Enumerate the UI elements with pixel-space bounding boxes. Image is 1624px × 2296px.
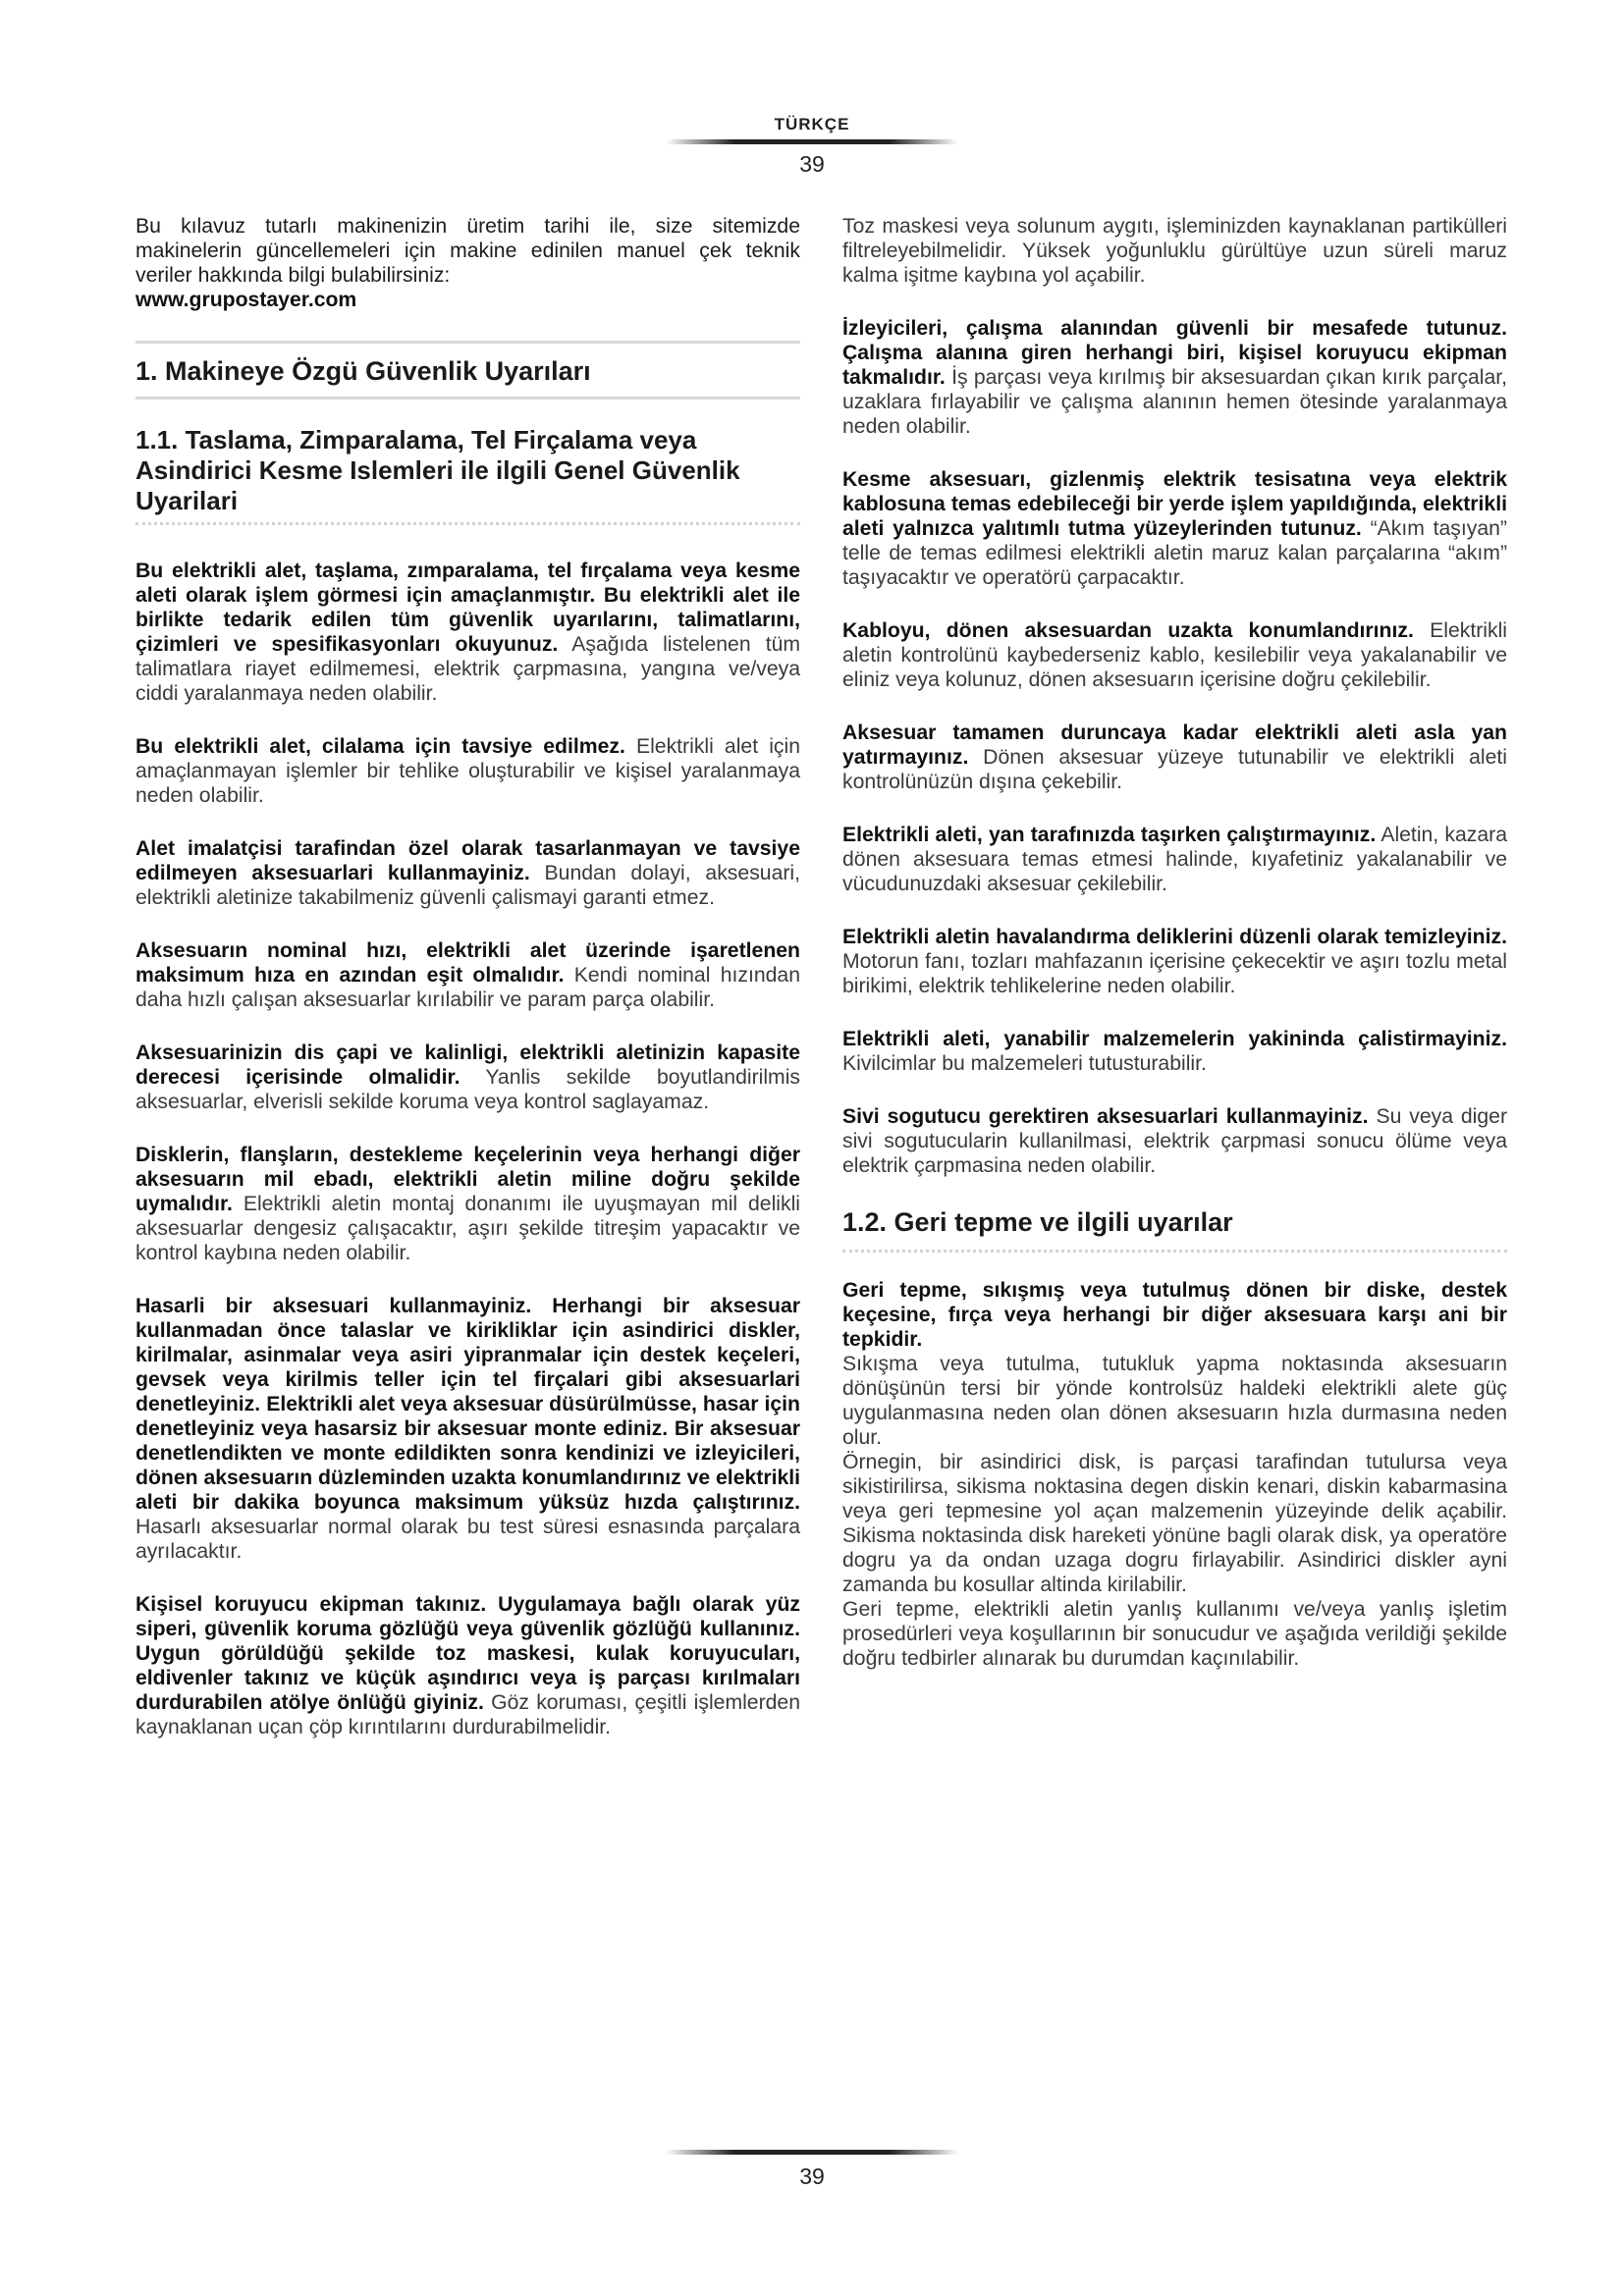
warning-body: Elektrikli aletin montaj donanımı ile uyuşmayan mil delikli aksesuarlar dengesiz çalışacaktır, aşırı şekilde titreşim yapacaktır ve kontrol kaybına neden olabilir. <box>135 1193 801 1264</box>
warning-body: Kendi nominal hızından daha hızlı çalışan aksesuarlar kırılabilir ve param parça olabilir. <box>135 964 800 1011</box>
warning-heading: Kişisel koruyucu ekipman takınız. Uygulamaya bağlı olarak yüz siperi, güvenlik koruma gözlüğü veya güvenlik gözlüğü kullanınız. Uygun görüldüğü şekilde toz maskesi, kulak koruyucuları, eldivenler takınız ve küçük aşındırıcı veya iş parçası kırılmaları durdurabilen atölye önlüğü giyiniz. <box>135 1593 800 1714</box>
kickback-definition: Geri tepme, sıkışmış veya tutulmuş dönen bir diske, destek keçesine, fırça veya herhangi bir diğer aksesuara karşı ani bir tepkidir. <box>842 1279 1507 1351</box>
page-number-bottom: 39 <box>799 2163 825 2189</box>
language-label: TÜRKÇE <box>774 115 850 133</box>
page-number-top: 39 <box>799 151 825 177</box>
warning-paragraph <box>842 618 1507 692</box>
warning-body: Aşağıda listelenen tüm talimatlara riayet edilmemesi, elektrik çarpmasına, yangına ve/veya ciddi yaralanmaya neden olabilir. <box>135 633 801 705</box>
warning-body: Elektrikli alet için amaçlanmayan işlemler bir tehlike oluşturabilir ve kişisel yaralanmaya neden olabilir. <box>135 735 800 807</box>
warning-paragraph <box>842 214 1507 288</box>
warning-paragraph <box>135 734 800 808</box>
warning-paragraph <box>135 938 800 1012</box>
warning-body: Kivilcimlar bu malzemeleri tutusturabilir. <box>842 1052 1207 1075</box>
warning-paragraph <box>135 1143 800 1265</box>
kickback-line-1: Sıkışma veya tutulma, tutukluk yapma noktasında aksesuarın dönüşünün tersi bir yönde kontrolsüz haldeki elektrikli alete güç uygulanmasına neden olan dönen aksesuarın hızla durmasına neden olur. <box>842 1353 1507 1449</box>
warning-heading: Kabloyu, dönen aksesuardan uzakta konumlandırınız. <box>842 619 1414 642</box>
intro-text: Bu kılavuz tutarlı makinenizin üretim tarihi ile, size sitemizde makinelerin güncellemeleri için makine edinilen manuel çek teknik veriler hakkında bilgi bulabilirsiniz: <box>135 215 800 287</box>
kickback-line-2: Örnegin, bir asindirici disk, is parçasi tarafindan tutulursa veya sikistirilirsa, sikisma noktasina degen diskin kenari, diskin kabarmasina veya geri tepmesine yol açan malzemenin yüzeyinde delik açabilir. Sikisma noktasinda disk hareketi yönüne bagli olarak disk, ya operatöre dogru ya da ondan uzaga dogru firlayabilir. Asindirici diskler ayni zamanda bu kosullar altinda kirilabilir. <box>842 1451 1507 1596</box>
warning-heading: Aksesuarinizin dis çapi ve kalinligi, elektrikli aletinizin kapasite derecesi içerisinde olmalidir. <box>135 1041 800 1089</box>
warning-body: Hasarlı aksesuarlar normal olarak bu test süresi esnasında parçalara ayrılacaktır. <box>135 1516 800 1563</box>
footer-rule <box>734 2150 890 2155</box>
warning-heading: Aksesuarın nominal hızı, elektrikli alet üzerinde işaretlenen maksimum hıza en azından eşit olmalıdır. <box>135 939 800 987</box>
left-paragraph-list <box>135 559 800 1739</box>
warning-heading: Kesme aksesuarı, gizlenmiş elektrik tesisatına veya elektrik kablosuna temas edebileceği bir yerde işlem yapıldığında, elektrikli aleti yalnızca yalıtımlı tutma yüzeylerinden tutunuz. <box>842 468 1507 540</box>
right-column <box>842 214 1507 1699</box>
warning-paragraph <box>842 316 1507 439</box>
subsection-title: 1.1. Taslama, Zimparalama, Tel Firçalama veya Asindirici Kesme Islemleri ile ilgili Genel Güvenlik Uyarilari <box>135 425 740 515</box>
dotted-divider <box>135 522 800 525</box>
warning-paragraph <box>842 467 1507 590</box>
warning-paragraph <box>842 823 1507 896</box>
kickback-section-title: 1.2. Geri tepme ve ilgili uyarılar <box>842 1206 1507 1253</box>
header-rule <box>734 139 890 144</box>
warning-paragraph <box>135 1041 800 1114</box>
section-title: 1. Makineye Özgü Güvenlik Uyarıları <box>135 341 800 400</box>
warning-paragraph <box>842 721 1507 794</box>
warning-paragraph <box>135 1294 800 1564</box>
warning-body: Dönen aksesuar yüzeye tutunabilir ve elektrikli aleti kontrolünüzün dışına çekebilir. <box>842 746 1507 793</box>
warning-body: Motorun fanı, tozları mahfazanın içerisine çekecektir ve aşırı tozlu metal birikimi, elektrik tehlikelerine neden olabilir. <box>842 950 1507 997</box>
warning-body: İş parçası veya kırılmış bir aksesuardan çıkan kırık parçalar, uzaklara fırlayabilir ve çalışma alanının hemen ötesinde yaralanmaya neden olabilir. <box>842 366 1508 438</box>
intro-paragraph <box>135 214 800 312</box>
warning-heading: Elektrikli aleti, yanabilir malzemelerin yakininda çalistirmayiniz. <box>842 1028 1507 1050</box>
warning-body: Göz koruması, çeşitli işlemlerden kaynaklanan uçan çöp kırıntılarını durdurabilmelidir. <box>135 1691 800 1738</box>
warning-paragraph <box>135 559 800 706</box>
right-paragraph-list <box>842 214 1507 1178</box>
warning-heading: İzleyicileri, çalışma alanından güvenli bir mesafede tutunuz. Çalışma alanına giren herhangi biri, kişisel koruyucu ekipman takmalıdır. <box>842 317 1507 389</box>
warning-paragraph <box>842 1104 1507 1178</box>
warning-paragraph <box>135 1592 800 1739</box>
warning-body: Elektrikli aletin kontrolünü kaybederseniz kablo, kesilebilir veya yakalanabilir ve eliniz veya kolunuz, dönen aksesuarın içerisine doğru çekilebilir. <box>842 619 1507 691</box>
left-column <box>135 214 800 1768</box>
website-url: www.grupostayer.com <box>135 289 357 311</box>
warning-heading: Hasarli bir aksesuari kullanmayiniz. Herhangi bir aksesuar kullanmadan önce talaslar ve kirikliklar için asindirici diskler, kirilmalar, asinmalar veya asiri yipranmalar için destek keçeleri, gevsek veya kirilmis teller için tel firçalari gibi aksesuarlari denetleyiniz. Elektrikli alet veya aksesuar düsürülmüsse, hasar için denetleyiniz veya hasarsiz bir aksesuar monte ediniz. Bir aksesuar denetlendikten ve monte edildikten sonra kendinizi ve izleyicileri, dönen aksesuarın düzleminden uzakta konumlandırınız ve elektrikli aleti bir dakika boyunca maksimum yüksüz hızda çalıştırınız. <box>135 1295 801 1514</box>
warning-body: Toz maskesi veya solunum aygıtı, işleminizden kaynaklanan partikülleri filtreleyebilmelidir. Yüksek yoğunluklu gürültüye uzun süreli maruz kalma işitme kaybına yol açabilir. <box>842 215 1507 287</box>
warning-paragraph <box>842 925 1507 998</box>
kickback-paragraph <box>842 1278 1507 1671</box>
kickback-line-3: Geri tepme, elektrikli aletin yanlış kullanımı ve/veya yanlış işletim prosedürleri veya koşullarının bir sonucudur ve aşağıda verildiği şekilde doğru tedbirler alınarak bu durumdan kaçınılabilir. <box>842 1598 1507 1670</box>
warning-heading: Alet imalatçisi tarafindan özel olarak tasarlanmayan ve tavsiye edilmeyen aksesuarlari kullanmayiniz. <box>135 837 800 884</box>
warning-body: Su veya diger sivi sogutucularin kullanilmasi, elektrik çarpmasi sonucu ölüme veya elektrik çarpmasina neden olabilir. <box>842 1105 1507 1177</box>
warning-heading: Aksesuar tamamen duruncaya kadar elektrikli aleti asla yan yatırmayınız. <box>842 721 1507 769</box>
warning-paragraph <box>135 836 800 910</box>
warning-heading: Bu elektrikli alet, taşlama, zımparalama, tel fırçalama veya kesme aleti olarak işlem görmesi için amaçlanmıştır. Bu elektrikli alet ile birlikte tedarik edilen tüm güvenlik uyarılarını, talimatlarını, çizimleri ve spesifikasyonları okuyunuz. <box>135 560 800 656</box>
warning-body: Aletin, kazara dönen aksesuara temas etmesi halinde, kıyafetiniz yakalanabilir ve vücudunuzdaki aksesuar çekilebilir. <box>842 824 1507 895</box>
warning-heading: Disklerin, flanşların, destekleme keçelerinin veya herhangi diğer aksesuarın mil ebadı, elektrikli aletin miline doğru şekilde uymalıdır. <box>135 1144 800 1215</box>
warning-heading: Sivi sogutucu gerektiren aksesuarlari kullanmayiniz. <box>842 1105 1369 1128</box>
warning-heading: Elektrikli aletin havalandırma deliklerini düzenli olarak temizleyiniz. <box>842 926 1507 948</box>
warning-heading: Bu elektrikli alet, cilalama için tavsiye edilmez. <box>135 735 625 758</box>
warning-heading: Elektrikli aleti, yan tarafınızda taşırken çalıştırmayınız. <box>842 824 1377 846</box>
warning-body: Yanlis sekilde boyutlandirilmis aksesuarlar, elverisli sekilde koruma veya kontrol saglayamaz. <box>135 1066 800 1113</box>
warning-body: Bundan dolayi, aksesuari, elektrikli aletinize takabilmeniz güvenli çalismayi garanti etmez. <box>135 862 800 909</box>
warning-paragraph <box>842 1027 1507 1076</box>
warning-body: “Akım taşıyan” telle de temas edilmesi elektrikli aletin maruz kalan parçalarına “akım” taşıyacaktır ve operatörü çarpacaktır. <box>842 517 1507 589</box>
